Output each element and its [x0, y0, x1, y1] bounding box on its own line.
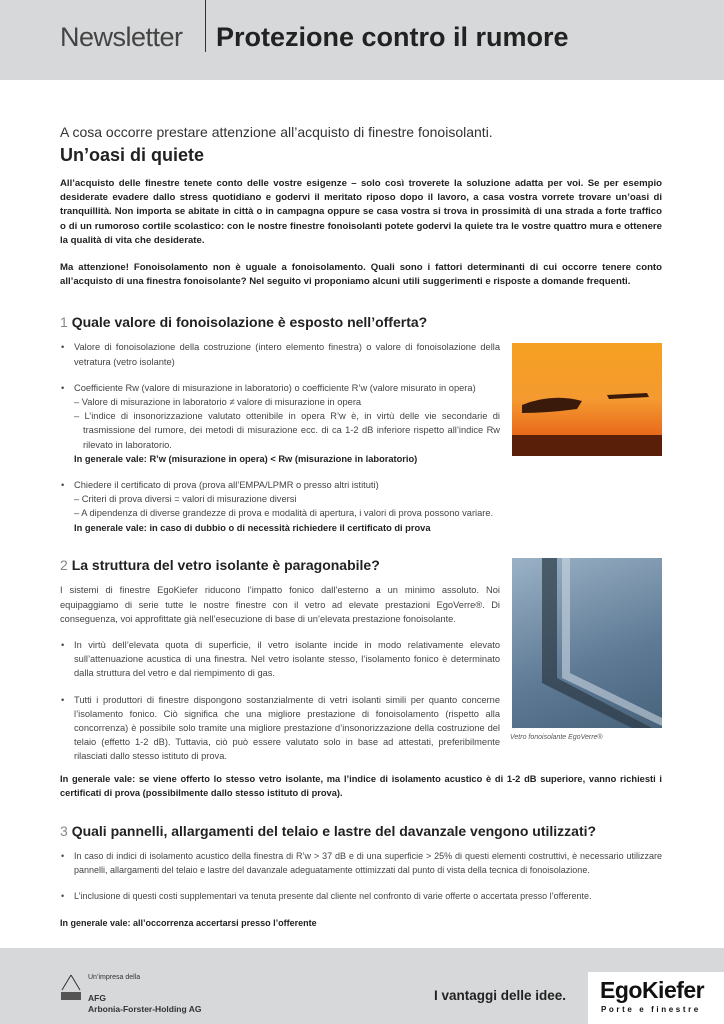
section-1-heading: 1 Quale valore di fonoisolazione è esposto nell’offerta? — [60, 314, 428, 331]
subtitle: A cosa occorre prestare attenzione all’acquisto di finestre fonoisolanti. — [60, 124, 493, 140]
section-2-heading: 2 La struttura del vetro isolante è paragonabile? — [60, 557, 380, 574]
section-2-body: I sistemi di finestre EgoKiefer riducono l’impatto fonico dall’esterno a un minimo assoluto. Noi equipaggiamo di serie tutte le nostre finestre con il vetro ad elevate prestazioni EgoVerre®. Di conseguenza, voi approfittate già nell’esecuzione di base di un’elevata prestazione fonoisolante. • In virtù dell’elevata quota di superficie, il vetro isolante incide in modo relativamente elevato sull’attenuazione acustica di una finestra. Nel vetro isolante stesso, l’isolamento fonico è determinato dalla struttura del vetro e dal riempimento di gas. • Tutti i produttori di finestre dispongono sostanzialmente di vetri isolanti simili per quanto concerne l’isolamento fonico. Ciò significa che una migliore prestazione di fonoisolamento (rispetto alla concorrenza) è possibile solo tramite una migliore prestazione d’insonorizzazione della costruzione del telaio (effetto 1-2 dB). Tuttavia, ciò può essere valutato solo in base ad attestati, preferibilmente rilasciati dallo stesso istituto di prova. — [60, 583, 500, 763]
main-heading: Un’oasi di quiete — [60, 145, 205, 165]
section-1 — [60, 313, 662, 548]
egokiefer-logo: EgoKiefer Porte e finestre — [588, 972, 724, 1024]
header-band — [0, 0, 724, 80]
impresa-label: Un’impresa della — [88, 974, 141, 981]
list-item: • Chiedere il certificato di prova (prova all’EMPA/LPMR o presso altri istituti) – Criteri di prova diversi = valori di misurazione diversi – A dipendenza di diverse grandezze di prova e modalità di apertura, i valori di prova possono variare. In generale vale: in caso di dubbio o di necessità richiedere il certificato di prova — [60, 478, 500, 535]
afg-logo-icon — [60, 974, 82, 1002]
section-3-body — [60, 849, 662, 930]
newsletter-label: Newsletter — [60, 22, 183, 52]
list-item: • Coefficiente Rw (valore di misurazione in laboratorio) o coefficiente R’w (valore misurato in opera) – Valore di misurazione in laboratorio ≠ valore di misurazione in opera – L’indice di insonorizzazione valutato ottenibile in opera R’w è, in virtù delle vie secondarie di trasmissione del rumore, dei metodi di misurazione ecc. di ca 1-2 dB inferiore rispetto all’indice Rw rilevato in laboratorio. In generale vale: R’w (misurazione in opera) < Rw (misurazione in laboratorio) — [60, 381, 500, 466]
list-item: • In virtù dell’elevata quota di superficie, il vetro isolante incide in modo relativamente elevato sull’attenuazione acustica di una finestra. Nel vetro isolante stesso, l’isolamento fonico è determinato dalla struttura del vetro e dal riempimento di gas. — [60, 638, 500, 681]
intro-paragraph-2: Ma attenzione! Fonoisolamento non è uguale a fonoisolamento. Quali sono i fattori determinanti di cui occorre tenere conto all’acquisto di una finestra fonoisolante? Nel seguito vi proponiamo alcuni utili suggerimenti e risposte a domande frequenti. — [60, 262, 662, 288]
airplane-sunset-photo — [512, 343, 662, 456]
slogan: I vantaggi delle idee. — [434, 988, 567, 1003]
section-2-rule: In generale vale: se viene offerto lo stesso vetro isolante, ma l’indice di isolamento acustico è di 1-2 dB superiore, vanno richiesti i certificati di prova (possibilmente dallo stesso istituto di prova). — [60, 773, 662, 798]
page-title: Protezione contro il rumore — [216, 22, 569, 52]
section-3 — [60, 822, 662, 930]
section-2 — [60, 556, 662, 763]
section-3-heading: 3 Quali pannelli, allargamenti del telaio e lastre del davanzale vengono utilizzati? — [60, 823, 597, 840]
section-3-rule: In generale vale: all’occorrenza accertarsi presso l’offerente — [60, 917, 317, 928]
image-caption: Vetro fonoisolante EgoVerre® — [510, 734, 603, 742]
list-item: • Valore di fonoisolazione della costruzione (intero elemento finestra) o valore di fonoisolazione della vetratura (vetro isolante) — [60, 340, 500, 368]
header-divider — [205, 0, 206, 52]
list-item: • L’inclusione di questi costi supplementari va tenuta presente dal cliente nel confronto di varie offerte o accertata presso l’offerente. — [60, 889, 662, 903]
section-1-body — [60, 340, 500, 534]
list-item: • Tutti i produttori di finestre dispongono sostanzialmente di vetri isolanti simili per quanto concerne l’isolamento fonico. Ciò significa che una migliore prestazione di fonoisolamento (rispetto alla concorrenza) è possibile solo tramite una migliore prestazione d’insonorizzazione della costruzione del telaio (effetto 1-2 dB). Tuttavia, ciò può essere valutato solo in base ad attestati, preferibilmente rilasciati dallo stesso istituto di prova. — [60, 693, 500, 764]
afg-name: AFG Arbonia-Forster-Holding AG — [88, 993, 202, 1014]
article — [60, 124, 662, 930]
insulating-glass-photo — [512, 558, 662, 728]
list-item: • In caso di indici di isolamento acustico della finestra di R’w > 37 dB e di una superficie > 25% di questi elementi costruttivi, è necessario utilizzare pannelli, allargamenti del telaio e lastre del davanzale adeguatamente ottimizzati dal punto di vista della tecnica di fonoisolazione. — [60, 849, 662, 877]
intro-paragraph: All’acquisto delle finestre tenete conto delle vostre esigenze – solo così troverete la soluzione adatta per voi. Se per esempio desiderate evadere dallo stress quotidiano e godervi il meritato riposo dopo il lavoro, a casa vostra vorrete trovare un’oasi di tranquillità. Non importa se abitate in città o in campagna oppure se casa vostra si trova in prossimità di una strada a forte traffico o di un rumoroso cortile scolastico: con le nostre finestre fonoisolanti potete godervi la quiete tra le vostre quattro mura e ottenere la qualità di vita che desiderate. — [60, 178, 662, 246]
